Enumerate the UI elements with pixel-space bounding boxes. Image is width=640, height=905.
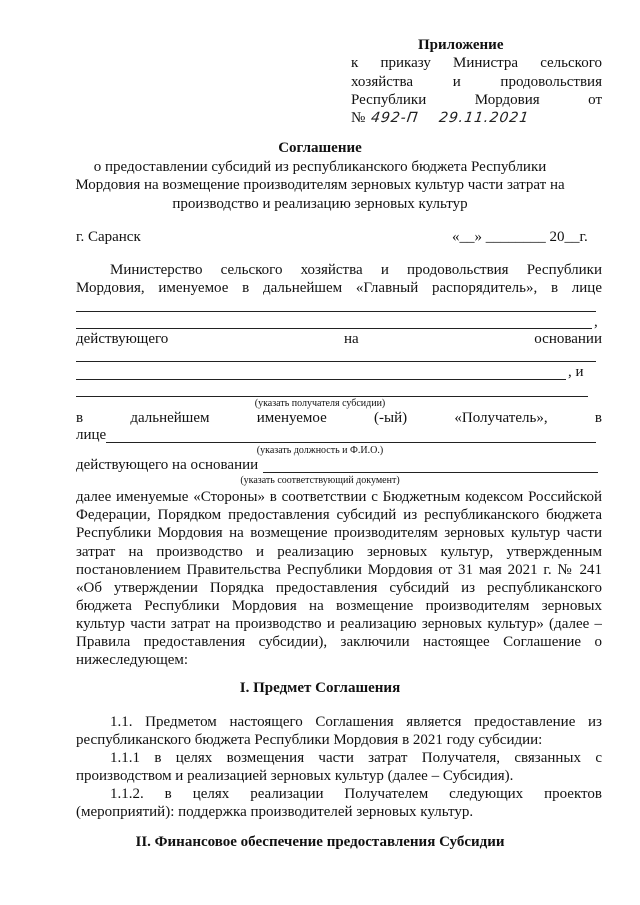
- appendix-word: хозяйства: [351, 74, 414, 90]
- city-label: г. Саранск: [76, 229, 141, 245]
- hereafter-word: в: [594, 410, 602, 426]
- intro-line: Министерство сельского хозяйства и продовольствия Республики: [110, 262, 602, 278]
- appendix-word: сельского: [540, 55, 602, 71]
- section-1-heading: I. Предмет Соглашения: [239, 680, 401, 696]
- hereafter-word: дальнейшем: [130, 410, 210, 426]
- document-subtitle-line: Мордовия на возмещение производителям зерновых культур части затрат на: [75, 177, 565, 193]
- appendix-line-3: [351, 92, 602, 109]
- body-line: Федерации, Порядком предоставления субсидий из республиканского бюджета: [76, 507, 602, 523]
- document-subtitle-line: производство и реализацию зерновых культур: [172, 196, 468, 212]
- handwritten-order-date: 29.11.2021: [437, 110, 530, 126]
- appendix-word: Республики: [351, 92, 427, 108]
- body-line: бюджета Республики Мордовия на возмещение производителям зерновых: [76, 598, 602, 614]
- appendix-line-2: [351, 74, 602, 91]
- face-label: лице: [76, 427, 107, 443]
- body-line: культур части затрат на производство и реализацию зерновых культур» (далее –: [76, 616, 602, 632]
- body-line: далее именуемые «Стороны» в соответствии с Бюджетным кодексом Российской: [76, 489, 602, 505]
- appendix-word: Министра: [453, 55, 519, 71]
- body-line: Правила предоставления субсидии), заключили настоящее Соглашение о: [76, 634, 602, 650]
- body-line: «Об утверждении Порядка предоставления субсидий из республиканского: [76, 580, 602, 596]
- handwritten-order-number: 492-П: [370, 110, 420, 126]
- blank-fill-line: [76, 379, 566, 380]
- section-1-line: республиканского бюджета Республики Мордовия в 2021 году субсидии:: [76, 732, 543, 748]
- section-1-line: 1.1.2. в целях реализации Получателем следующих проектов: [110, 786, 602, 802]
- body-line: затрат на производство и реализацию зерновых культур, утвержденным: [76, 544, 602, 560]
- hereafter-word: (-ый): [374, 410, 408, 426]
- appendix-word: к: [351, 55, 359, 71]
- appendix-word: приказу: [380, 55, 431, 71]
- appendix-number-line: [351, 110, 529, 127]
- appendix-word: Мордовия: [474, 92, 540, 108]
- note-position: (указать должность и Ф.И.О.): [256, 445, 384, 456]
- section-1-line: (мероприятий): поддержка производителей зерновых культур.: [76, 804, 474, 820]
- blank-fill-line: [76, 311, 596, 312]
- blank-fill-line: [76, 328, 592, 329]
- section-1-line: 1.1.1 в целях возмещения части затрат Получателя, связанных с: [110, 750, 602, 766]
- hereafter-word: именуемое: [256, 410, 327, 426]
- comma: ,: [594, 314, 598, 330]
- blank-fill-line: [76, 396, 588, 397]
- appendix-word: и: [452, 74, 461, 90]
- appendix-line-1: [351, 55, 602, 72]
- blank-fill-line: [106, 442, 596, 443]
- hereafter-word: в: [76, 410, 84, 426]
- body-line: Республики Мордовия на возмещение производителям зерновых культур части: [76, 525, 602, 541]
- document-subtitle-line: о предоставлении субсидий из республиканского бюджета Республики: [93, 159, 547, 175]
- section-1-line: производством и реализацией зерновых культур (далее – Субсидия).: [76, 768, 514, 784]
- appendix-word: от: [588, 92, 602, 108]
- date-placeholder: «__» ________ 20__г.: [452, 229, 588, 245]
- and-suffix: , и: [568, 364, 584, 380]
- section-2-heading: II. Финансовое обеспечение предоставления Субсидии: [135, 834, 505, 850]
- hereafter-word: «Получатель»,: [454, 410, 548, 426]
- acting-word: на: [343, 331, 359, 347]
- blank-fill-line: [76, 361, 596, 362]
- body-line: нижеследующем:: [76, 652, 189, 668]
- number-sign: №: [351, 110, 366, 126]
- blank-fill-line: [263, 472, 598, 473]
- acting-word: основании: [534, 331, 602, 347]
- acting-basis-label: действующего на основании: [76, 457, 259, 473]
- body-line: постановлением Правительства Республики Мордовия от 31 мая 2021 г. № 241: [76, 562, 602, 578]
- hereafter-line: [76, 409, 602, 427]
- section-1-line: 1.1. Предметом настоящего Соглашения является предоставление из: [110, 714, 602, 730]
- acting-word: действующего: [76, 331, 169, 347]
- intro-line: Мордовия, именуемое в дальнейшем «Главный распорядитель», в лице: [76, 280, 602, 296]
- appendix-title: Приложение: [418, 37, 504, 53]
- note-document: (указать соответствующий документ): [240, 475, 400, 486]
- document-heading: Соглашение: [278, 140, 362, 156]
- note-recipient: (указать получателя субсидии): [254, 398, 386, 409]
- acting-line: [76, 330, 602, 348]
- appendix-word: продовольствия: [500, 74, 602, 90]
